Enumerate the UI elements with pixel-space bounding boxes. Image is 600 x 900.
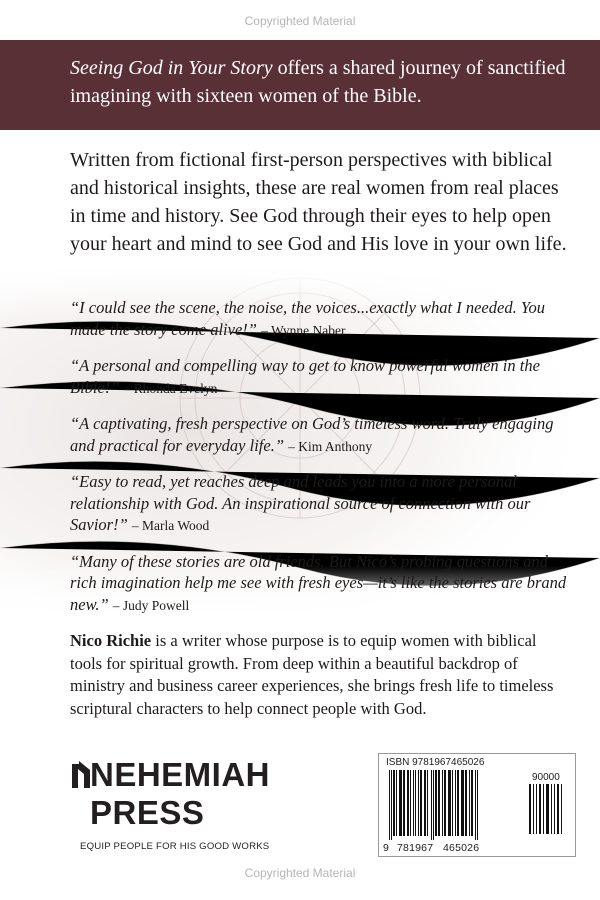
quote-text: “I could see the scene, the noise, the voices...exactly what I needed. You made the story come alive!” [70,298,545,339]
barcode-bar [403,770,405,836]
barcode-bar [546,784,549,834]
author-bio-text: is a writer whose purpose is to equip women with biblical tools for spiritual growth. From deep within a beautiful backdrop of ministry and business career experiences, she brings fresh life to timeless scriptural characters to help connect people with God. [70,631,554,718]
barcode-bar [561,784,562,834]
barcode-bar [427,770,428,836]
barcode-bar [391,770,392,840]
barcode-bar [551,784,552,834]
barcode-bar [431,770,432,840]
barcode-bar [420,770,422,836]
barcode-bar [389,770,390,840]
quote-text: “Easy to read, yet reaches deep and leads you into a more personal relationship with God. An inspirational source of connection with our Savior!” [70,472,531,534]
barcode-digit-group2: 465026 [443,842,480,854]
barcode-digit-first: 9 [383,842,390,854]
barcode-bar [536,784,537,834]
barcode-bar [396,770,397,836]
book-title: Seeing God in Your Story [70,57,273,79]
endorsement-quote [70,355,575,399]
barcode-bar [438,770,440,836]
barcode-bar [543,784,544,834]
publisher-logo-mark [70,760,92,790]
barcode-bar [399,770,402,836]
quote-author: – Rhonda Evelyn [123,380,218,396]
barcode-bar [418,770,419,836]
barcode-bar [465,770,467,836]
barcode-bar [477,770,478,840]
intro-paragraph: Written from fictional first-person perspectives with biblical and historical insights, these are real women from real places in time and history. See God through their eyes to help open your heart and mind to see God and His love in your own life. [70,149,567,255]
copyright-watermark-bottom: Copyrighted Material [244,866,356,880]
barcode-bar [457,770,459,836]
endorsement-quote [70,413,575,457]
barcode-bar [444,770,446,836]
isbn-barcode [378,753,576,857]
price-code: 90000 [532,772,560,783]
barcode-bar [469,770,470,836]
barcode-bar [452,770,453,836]
barcode-bar [461,770,464,836]
barcode-bar [407,770,409,836]
barcode-bar [415,770,416,836]
quote-text: “A captivating, fresh perspective on God’s timeless word. Truly engaging and practical for everyday life.” [70,414,554,455]
endorsement-quote [70,471,575,537]
barcode-bar [539,784,541,834]
publisher-name: NEHEMIAH [90,756,271,793]
barcode-bar [433,770,434,840]
publisher-logo [70,758,300,858]
barcode-bar [448,770,451,836]
barcode-bar [442,770,443,836]
copyright-watermark-top: Copyrighted Material [244,14,356,28]
barcode-bar [533,784,534,834]
publisher-tagline: EQUIP PEOPLE FOR HIS GOOD WORKS [80,841,270,852]
barcode-bar [475,770,476,840]
barcode-bar [393,770,395,836]
barcode-bar [554,784,555,834]
barcode-bar [435,770,437,836]
quote-author: – Kim Anthony [288,438,373,454]
quote-author: – Wynne Naber [261,322,346,338]
barcode-bar [410,770,411,836]
barcode-bar [424,770,426,836]
endorsement-quote [70,297,575,341]
author-name: Nico Richie [70,631,152,650]
banner-text: offers a shared journey of sanctified imagining with sixteen women of the Bible. [70,57,566,107]
barcode-bar [529,784,531,834]
quote-author: – Marla Wood [131,518,210,533]
barcode-digit-group1: 781967 [397,842,434,854]
publisher-name-press: PRESS [90,794,205,831]
barcode-bar [471,770,473,836]
endorsements-list [70,297,575,630]
quote-text: “Many of these stories are old friends. But Nico’s probing questions and rich imagination help me see with fresh eyes—it’s like the stories are brand new.” [70,551,567,614]
quote-text: “A personal and compelling way to get to know powerful women in the Bible!” [70,356,540,397]
barcode-bar [413,770,414,836]
endorsement-quote [70,551,575,617]
quote-author: – Judy Powell [112,597,190,613]
author-bio [70,630,560,720]
isbn-label: ISBN 9781967465026 [386,757,485,768]
barcode-bar [455,770,456,836]
barcode-bar [557,784,559,834]
tagline-banner [0,40,600,130]
